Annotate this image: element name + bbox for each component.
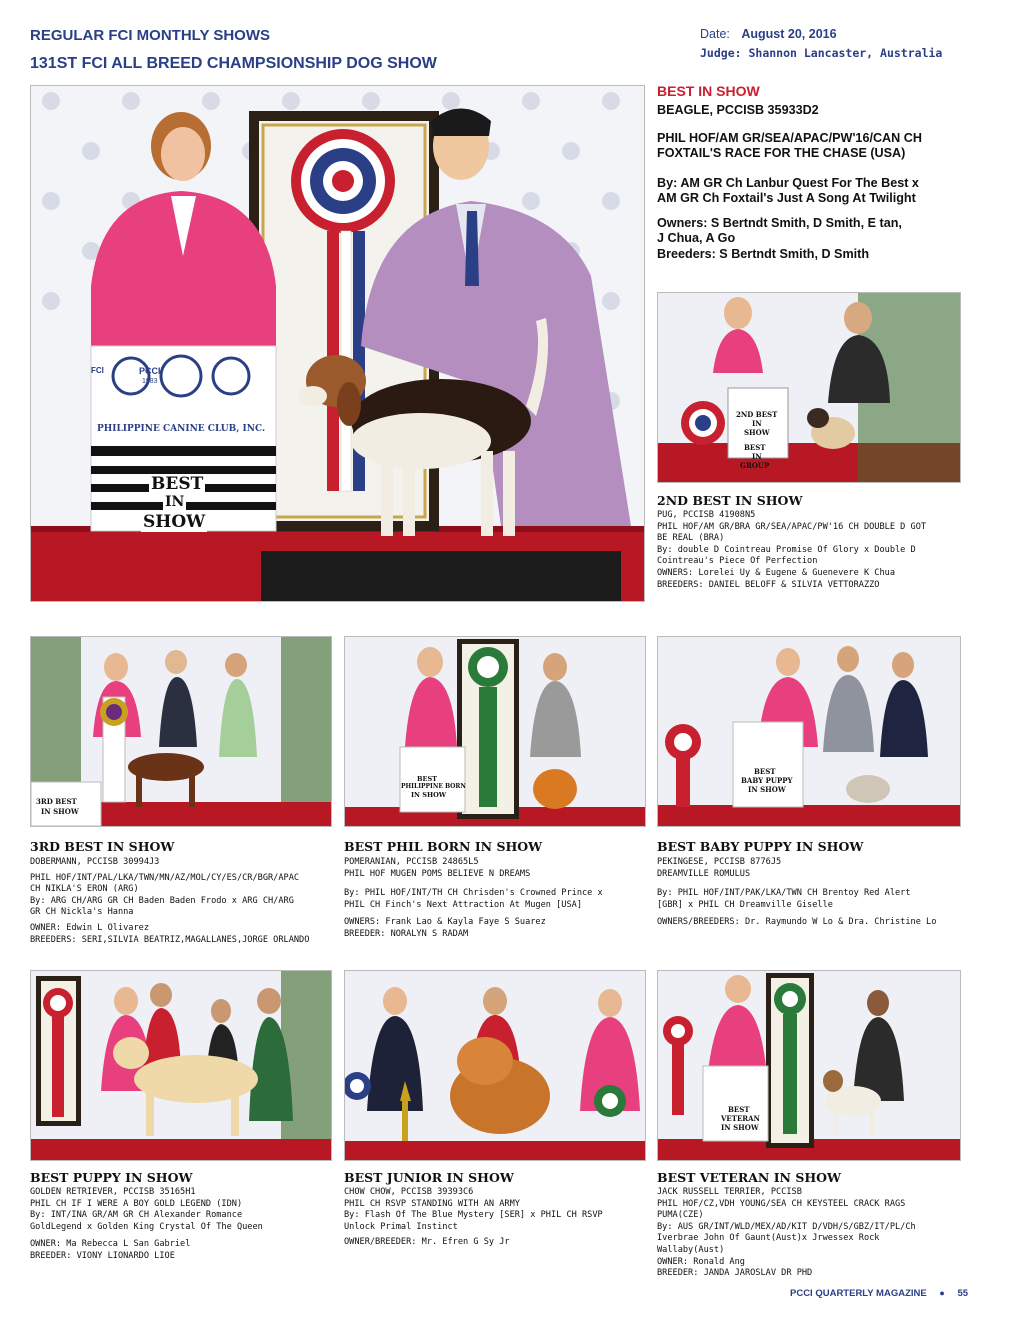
second-best-line: PUG, PCCISB 41908N5 xyxy=(657,510,756,520)
junior-caption xyxy=(344,1170,603,1249)
second-best-line: OWNERS: Lorelei Uy & Eugene & Guenevere K Chua xyxy=(657,567,895,578)
baby-puppy-line: By: PHIL HOF/INT/PAK/LKA/TWN CH Brentoy Red Alert xyxy=(657,888,911,899)
third-best-line: BREEDERS: SERI,SILVIA BEATRIZ,MAGALLANES,JORGE ORLANDO xyxy=(30,934,310,945)
veteran-line: BREEDER: JANDA JAROSLAV DR PHD xyxy=(657,1268,813,1279)
third-best-caption xyxy=(30,839,309,946)
puppy-caption xyxy=(30,1170,263,1263)
baby-puppy-line: DREAMVILLE ROMULUS xyxy=(657,868,751,879)
date-line xyxy=(700,27,837,41)
bis-by-2: AM GR Ch Foxtail's Just A Song At Twilight xyxy=(657,191,916,205)
main-sign-fci: FCI xyxy=(91,366,104,375)
third-best-line: GR CH Nickla's Hanna xyxy=(30,907,134,918)
second-best-photo xyxy=(657,292,961,483)
main-sign-line2: IN xyxy=(165,494,185,510)
puppy-line: GoldLegend x Golden King Crystal Of The Queen xyxy=(30,1221,263,1232)
third-sign-1: 3RD BEST xyxy=(36,797,77,806)
puppy-line: GOLDEN RETRIEVER, PCCISB 35165H1 xyxy=(30,1187,196,1197)
veteran-caption xyxy=(657,1170,916,1280)
baby-sign-3: IN SHOW xyxy=(748,785,786,794)
phil-born-line: PHIL HOF MUGEN POMS BELIEVE N DREAMS xyxy=(344,868,531,879)
junior-line: PHIL CH RSVP STANDING WITH AN ARMY xyxy=(344,1198,520,1209)
second-best-line: BE REAL (BRA) xyxy=(657,533,725,544)
puppy-line: PHIL CH IF I WERE A BOY GOLD LEGEND (IDN) xyxy=(30,1198,243,1209)
veteran-line: By: AUS GR/INT/WLD/MEX/AD/KIT D/VDH/S/GBZ/IT/PL/Ch xyxy=(657,1221,916,1232)
baby-puppy-caption xyxy=(657,839,936,929)
second-best-line: PHIL HOF/AM GR/BRA GR/SEA/APAC/PW'16 CH DOUBLE D GOT xyxy=(657,521,927,532)
veteran-line: PUMA(CZE) xyxy=(657,1210,704,1221)
junior-title: BEST JUNIOR IN SHOW xyxy=(344,1170,514,1185)
veteran-line: Iverbrae John Of Gaunt(Aust)x Jrwessex Rock xyxy=(657,1233,880,1244)
puppy-line: BREEDER: VIONY LIONARDO LIOE xyxy=(30,1250,175,1261)
third-best-line: DOBERMANN, PCCISB 30994J3 xyxy=(30,857,160,867)
second-sign-5: IN xyxy=(752,452,762,461)
footer xyxy=(790,1288,968,1299)
second-best-line: BREEDERS: DANIEL BELOFF & SILVIA VETTORAZZO xyxy=(657,579,880,590)
second-sign-3: SHOW xyxy=(744,428,770,437)
bis-owners-1: Owners: S Bertndt Smith, D Smith, E tan, xyxy=(657,215,902,230)
second-sign-2: IN xyxy=(752,419,762,428)
phil-born-line: BREEDER: NORALYN S RADAM xyxy=(344,928,469,939)
main-sign-club: PHILIPPINE CANINE CLUB, INC. xyxy=(97,424,266,434)
judge-value: Shannon Lancaster, Australia xyxy=(748,46,943,60)
phil-born-title: BEST PHIL BORN IN SHOW xyxy=(344,839,543,854)
main-sign-line3: SHOW xyxy=(143,512,206,532)
baby-puppy-photo xyxy=(657,636,961,827)
veteran-sign-3: IN SHOW xyxy=(721,1123,759,1132)
junior-line: OWNER/BREEDER: Mr. Efren G Sy Jr xyxy=(344,1237,510,1248)
baby-puppy-line xyxy=(657,880,936,888)
third-best-line: OWNER: Edwin L Olivarez xyxy=(30,922,149,933)
phil-born-line: PHIL CH Finch's Next Attraction At Mugen [USA] xyxy=(344,899,582,910)
second-best-line: By: double D Cointreau Promise Of Glory x Double D xyxy=(657,544,916,555)
footer-page-number: 55 xyxy=(957,1288,969,1299)
main-sign-year: 1983 xyxy=(142,378,158,385)
veteran-line: OWNER: Ronald Ang xyxy=(657,1256,745,1267)
veteran-sign-2: VETERAN xyxy=(721,1114,760,1123)
phil-born-caption xyxy=(344,839,603,941)
main-sign-pcci: PCCI xyxy=(139,366,161,376)
date-value: August 20, 2016 xyxy=(741,27,837,41)
second-best-title: 2ND BEST IN SHOW xyxy=(657,493,803,508)
third-best-line: By: ARG CH/ARG GR CH Baden Baden Frodo x ARG CH/ARG xyxy=(30,895,294,906)
phil-born-sign-2: PHILIPPINE BORN xyxy=(401,783,466,790)
phil-born-line xyxy=(344,880,603,888)
phil-born-sign-3: IN SHOW xyxy=(411,791,447,799)
baby-puppy-line: [GBR] x PHIL CH Dreamville Giselle xyxy=(657,899,833,910)
phil-born-photo xyxy=(344,636,646,827)
veteran-sign-1: BEST xyxy=(728,1105,750,1114)
judge-line xyxy=(700,46,942,60)
second-best-line: Cointreau's Piece Of Perfection xyxy=(657,556,818,567)
bis-owners-2: J Chua, A Go xyxy=(657,231,736,245)
junior-line: Unlock Primal Instinct xyxy=(344,1221,458,1232)
veteran-line: Wallaby(Aust) xyxy=(657,1244,725,1255)
baby-sign-1: BEST xyxy=(754,767,776,776)
phil-born-line: POMERANIAN, PCCISB 24865L5 xyxy=(344,857,479,867)
bis-breed: BEAGLE, PCCISB 35933D2 xyxy=(657,103,819,117)
phil-born-sign-1: BEST xyxy=(417,775,437,783)
baby-puppy-line: OWNERS/BREEDERS: Dr. Raymundo W Lo & Dra. Christine Lo xyxy=(657,917,937,928)
veteran-line: PHIL HOF/CZ,VDH YOUNG/SEA CH KEYSTEEL CRACK RAGS xyxy=(657,1198,906,1209)
second-best-caption xyxy=(657,493,926,591)
junior-line: CHOW CHOW, PCCISB 39393C6 xyxy=(344,1187,474,1197)
third-sign-2: IN SHOW xyxy=(41,807,79,816)
judge-label: Judge: xyxy=(700,46,742,60)
header-line-2: 131ST FCI ALL BREED CHAMPSIONSHIP DOG SHOW xyxy=(30,55,437,72)
third-best-line: PHIL HOF/INT/PAL/LKA/TWN/MN/AZ/MOL/CY/ES/CR/BGR/APAC xyxy=(30,872,300,883)
veteran-photo xyxy=(657,970,961,1161)
baby-puppy-line: PEKINGESE, PCCISB 8776J5 xyxy=(657,857,782,867)
puppy-photo xyxy=(30,970,332,1161)
second-sign-6: GROUP xyxy=(740,461,770,470)
bis-by-1: By: AM GR Ch Lanbur Quest For The Best x xyxy=(657,175,919,190)
phil-born-line: OWNERS: Frank Lao & Kayla Faye S Suarez xyxy=(344,917,546,928)
phil-born-line: By: PHIL HOF/INT/TH CH Chrisden's Crowned Prince x xyxy=(344,888,603,899)
bis-name-2: FOXTAIL'S RACE FOR THE CHASE (USA) xyxy=(657,146,906,160)
junior-line: By: Flash Of The Blue Mystery [SER] x PHIL CH RSVP xyxy=(344,1210,603,1221)
footer-magazine: PCCI QUARTERLY MAGAZINE xyxy=(790,1288,927,1299)
third-best-line: CH NIKLA'S ERON (ARG) xyxy=(30,884,139,895)
best-in-show-block xyxy=(657,83,922,262)
third-best-photo xyxy=(30,636,332,827)
footer-bullet: ● xyxy=(939,1288,945,1298)
header-line-1: REGULAR FCI MONTHLY SHOWS xyxy=(30,27,271,44)
bis-name-1: PHIL HOF/AM GR/SEA/APAC/PW'16/CAN CH xyxy=(657,130,922,145)
puppy-line: By: INT/INA GR/AM GR CH Alexander Romance xyxy=(30,1210,243,1221)
third-best-title: 3RD BEST IN SHOW xyxy=(30,839,175,854)
best-in-show-photo xyxy=(30,85,645,602)
main-sign-line1: BEST xyxy=(151,474,204,494)
veteran-title: BEST VETERAN IN SHOW xyxy=(657,1170,842,1185)
baby-puppy-title: BEST BABY PUPPY IN SHOW xyxy=(657,839,864,854)
best-in-show-title: BEST IN SHOW xyxy=(657,83,760,99)
second-sign-1: 2ND BEST xyxy=(736,410,778,419)
bis-breeders: Breeders: S Bertndt Smith, D Smith xyxy=(657,246,870,261)
baby-sign-2: BABY PUPPY xyxy=(741,776,793,785)
puppy-title: BEST PUPPY IN SHOW xyxy=(30,1170,193,1185)
puppy-line: OWNER: Ma Rebecca L San Gabriel xyxy=(30,1239,191,1250)
veteran-line: JACK RUSSELL TERRIER, PCCISB xyxy=(657,1187,802,1197)
junior-photo xyxy=(344,970,646,1161)
second-sign-4: BEST xyxy=(744,443,766,452)
date-label: Date: xyxy=(700,27,730,41)
